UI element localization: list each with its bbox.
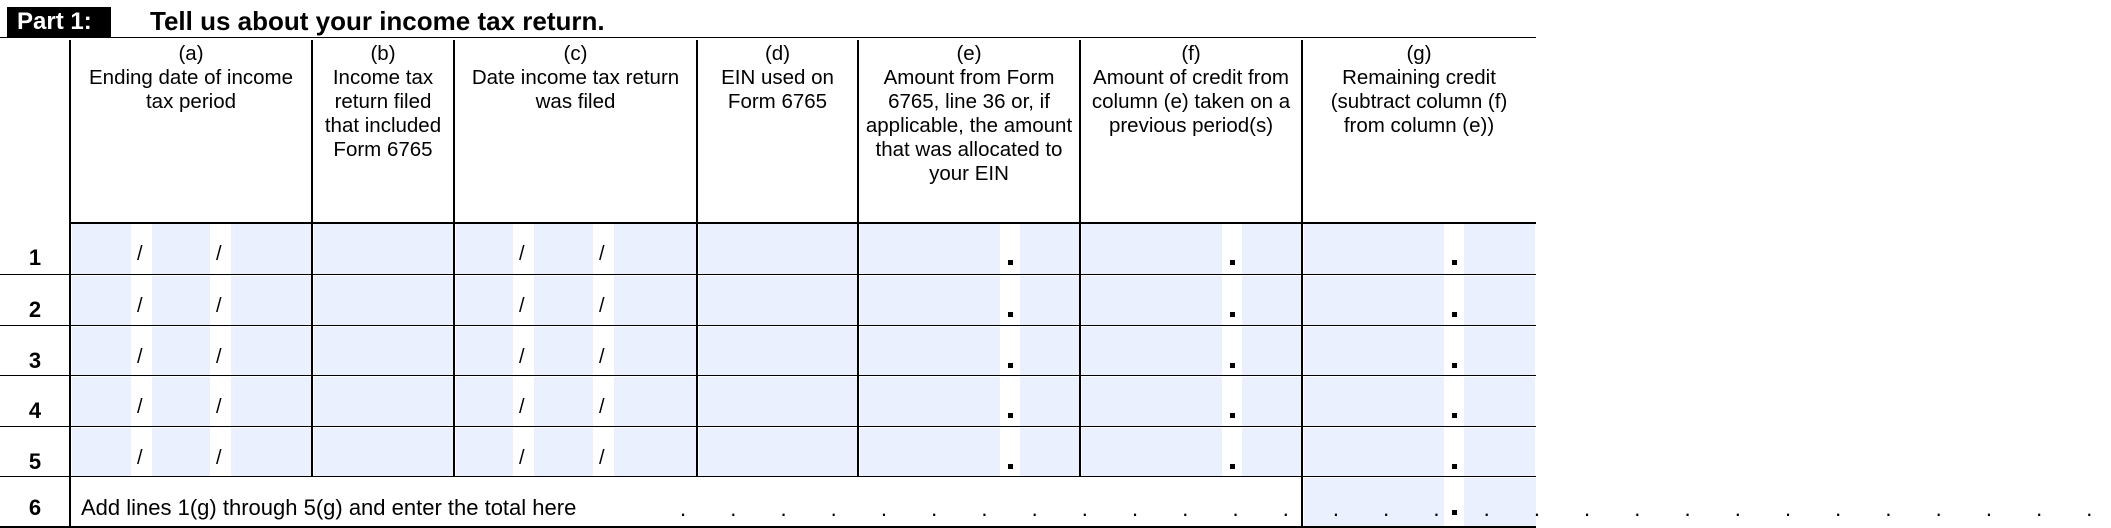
date-slash: / <box>519 396 525 418</box>
row-5-column-b-input[interactable] <box>314 428 453 476</box>
cents-separator <box>1444 377 1464 426</box>
cents-separator <box>1222 276 1242 325</box>
decimal-point <box>1452 464 1457 469</box>
column-divider <box>857 40 859 476</box>
column-description: Remaining credit (subtract column (f) from column (e)) <box>1330 66 1508 137</box>
row-5-column-g-input[interactable] <box>1304 428 1535 476</box>
row-1-column-e-input[interactable] <box>860 224 1079 274</box>
row-1-column-d-input[interactable] <box>699 224 857 274</box>
date-slash: / <box>599 243 605 265</box>
cents-separator <box>1444 276 1464 325</box>
column-description: Date income tax return was filed <box>471 66 680 113</box>
row-divider <box>0 274 1536 275</box>
date-slash: / <box>216 243 222 265</box>
column-header-g <box>1302 40 1536 222</box>
date-slash: / <box>137 295 143 317</box>
row-number: 2 <box>28 297 42 322</box>
column-letter: (d) <box>764 42 791 65</box>
decimal-point <box>1008 312 1013 317</box>
row-2-column-c-input[interactable] <box>456 276 696 325</box>
column-letter: (e) <box>956 42 982 65</box>
row-number: 3 <box>28 348 42 373</box>
column-divider <box>69 40 71 476</box>
column-description: Income tax return filed that included Form 6765 <box>324 66 442 161</box>
decimal-point <box>1008 464 1013 469</box>
row-5-column-a-input[interactable] <box>72 428 311 476</box>
row-3-column-c-input[interactable] <box>456 327 696 375</box>
date-slash: / <box>216 295 222 317</box>
column-divider <box>696 40 698 476</box>
row-4-column-g-input[interactable] <box>1304 377 1535 426</box>
column-description: Amount from Form 6765, line 36 or, if applicable, the amount that was allocated to your EIN <box>865 66 1073 185</box>
decimal-point <box>1230 464 1235 469</box>
column-header-e <box>858 40 1080 222</box>
column-description: Ending date of income tax period <box>89 66 293 113</box>
date-slash: / <box>599 295 605 317</box>
row-2-column-d-input[interactable] <box>699 276 857 325</box>
cents-separator <box>1444 224 1464 274</box>
date-slash: / <box>599 447 605 469</box>
row-4-column-b-input[interactable] <box>314 377 453 426</box>
row-4-column-d-input[interactable] <box>699 377 857 426</box>
date-slash: / <box>519 243 525 265</box>
row-3-column-a-input[interactable] <box>72 327 311 375</box>
row-4-column-a-input[interactable] <box>72 377 311 426</box>
part-header <box>0 0 1536 38</box>
date-slash: / <box>519 346 525 368</box>
decimal-point <box>1230 312 1235 317</box>
date-slash: / <box>137 346 143 368</box>
row-4-column-c-input[interactable] <box>456 377 696 426</box>
decimal-point <box>1452 413 1457 418</box>
cents-separator <box>1222 377 1242 426</box>
column-description: Amount of credit from column (e) taken on a previous period(s) <box>1091 66 1291 137</box>
date-slash: / <box>216 447 222 469</box>
row-1-column-g-input[interactable] <box>1304 224 1535 274</box>
date-slash: / <box>519 447 525 469</box>
date-slash: / <box>599 396 605 418</box>
column-letter: (f) <box>1181 42 1201 65</box>
row-divider <box>0 476 1536 477</box>
row-3-column-e-input[interactable] <box>860 327 1079 375</box>
decimal-point <box>1008 363 1013 368</box>
row-5-column-e-input[interactable] <box>860 428 1079 476</box>
row-4-column-f-input[interactable] <box>1082 377 1301 426</box>
row-number: 4 <box>28 398 42 423</box>
cents-separator <box>1000 224 1020 274</box>
row-2-column-e-input[interactable] <box>860 276 1079 325</box>
line-6-leader-dots: . . . . . . . . . . . . . . . . . . . . . . . . . . . . . <box>680 496 2111 521</box>
row-1-column-f-input[interactable] <box>1082 224 1301 274</box>
row-5-column-c-input[interactable] <box>456 428 696 476</box>
part-title: Tell us about your income tax return. <box>150 6 605 36</box>
decimal-point <box>1008 413 1013 418</box>
row-number: 5 <box>28 449 42 474</box>
row-divider <box>0 526 1536 528</box>
column-letter: (b) <box>370 42 396 65</box>
row-2-column-f-input[interactable] <box>1082 276 1301 325</box>
column-header-b <box>312 40 454 222</box>
column-letter: (c) <box>563 42 588 65</box>
column-letter: (a) <box>178 42 204 65</box>
row-divider <box>0 426 1536 427</box>
cents-separator <box>1222 224 1242 274</box>
row-2-column-g-input[interactable] <box>1304 276 1535 325</box>
row-3-column-b-input[interactable] <box>314 327 453 375</box>
line-6-number: 6 <box>28 495 42 520</box>
row-2-column-a-input[interactable] <box>72 276 311 325</box>
row-4-column-e-input[interactable] <box>860 377 1079 426</box>
column-divider <box>453 40 455 476</box>
column-divider <box>1079 40 1081 476</box>
part-label: Part 1: <box>7 7 111 37</box>
decimal-point <box>1452 312 1457 317</box>
column-header-a <box>70 40 312 222</box>
cents-separator <box>1000 377 1020 426</box>
column-description: EIN used on Form 6765 <box>721 66 834 113</box>
column-header-f <box>1080 40 1302 222</box>
row-divider <box>0 375 1536 376</box>
date-slash: / <box>137 447 143 469</box>
decimal-point <box>1452 260 1457 265</box>
column-header-c <box>454 40 697 222</box>
decimal-point <box>1230 413 1235 418</box>
decimal-point <box>1230 260 1235 265</box>
date-slash: / <box>599 346 605 368</box>
decimal-point <box>1230 363 1235 368</box>
row-divider <box>0 325 1536 326</box>
date-slash: / <box>137 243 143 265</box>
column-divider <box>1301 40 1303 476</box>
row-3-column-g-input[interactable] <box>1304 327 1535 375</box>
decimal-point <box>1452 363 1457 368</box>
row-5-column-f-input[interactable] <box>1082 428 1301 476</box>
row-2-column-b-input[interactable] <box>314 276 453 325</box>
row-3-column-f-input[interactable] <box>1082 327 1301 375</box>
date-slash: / <box>216 396 222 418</box>
decimal-point <box>1008 260 1013 265</box>
date-slash: / <box>519 295 525 317</box>
line-6-instruction: Add lines 1(g) through 5(g) and enter the total here <box>81 495 577 520</box>
date-slash: / <box>137 396 143 418</box>
row-1-column-c-input[interactable] <box>456 224 696 274</box>
row-3-column-d-input[interactable] <box>699 327 857 375</box>
cents-separator <box>1000 276 1020 325</box>
column-letter: (g) <box>1406 42 1432 65</box>
column-header-d <box>697 40 858 222</box>
row-1-column-b-input[interactable] <box>314 224 453 274</box>
column-divider <box>311 40 313 476</box>
row-5-column-d-input[interactable] <box>699 428 857 476</box>
row-1-column-a-input[interactable] <box>72 224 311 274</box>
date-slash: / <box>216 346 222 368</box>
row-number: 1 <box>28 245 42 270</box>
row-divider <box>70 222 1536 224</box>
